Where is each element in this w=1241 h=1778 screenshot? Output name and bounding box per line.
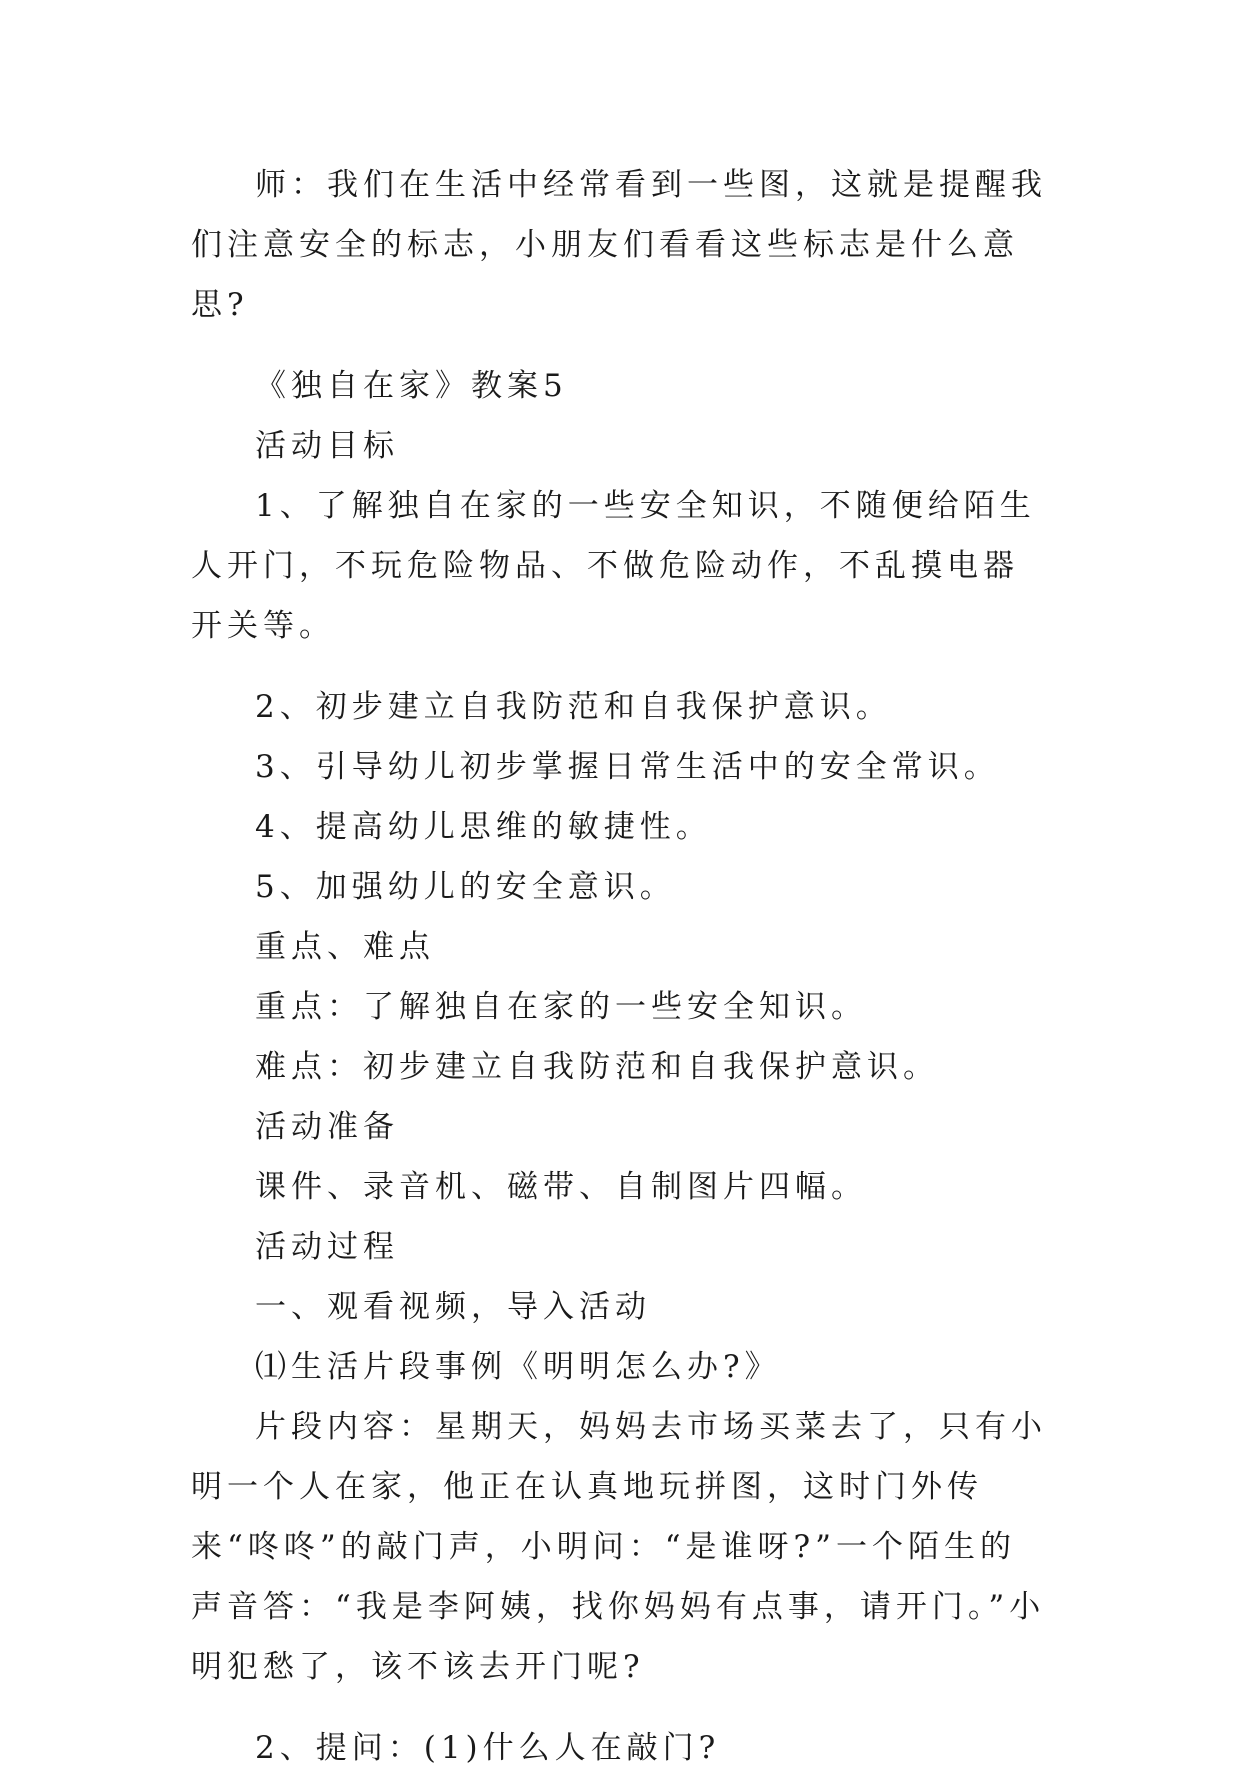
goal-item-1: 1、了解独自在家的一些安全知识，不随便给陌生人开门，不玩危险物品、不做危险动作，不乱摸电器开关等。 [191, 488, 1036, 644]
process-substep-1: ⑴生活片段事例《明明怎么办?》 [255, 1349, 781, 1385]
difficult-point: 难点：初步建立自我防范和自我保护意识。 [255, 1049, 939, 1085]
goal-item-2: 2、初步建立自我防范和自我保护意识。 [255, 689, 892, 725]
goal-item-3: 3、引导幼儿初步掌握日常生活中的安全常识。 [255, 749, 1000, 785]
process-step-1: 一、观看视频，导入活动 [255, 1289, 651, 1325]
section-heading-process: 活动过程 [255, 1229, 399, 1265]
key-point: 重点：了解独自在家的一些安全知识。 [255, 989, 867, 1025]
section-heading-key-points: 重点、难点 [255, 929, 435, 965]
preparation-list: 课件、录音机、磁带、自制图片四幅。 [255, 1169, 867, 1205]
lesson-title: 《独自在家》教案5 [255, 368, 568, 404]
section-heading-preparation: 活动准备 [255, 1109, 399, 1145]
section-heading-goals: 活动目标 [255, 428, 399, 464]
goal-item-4: 4、提高幼儿思维的敏捷性。 [255, 809, 712, 845]
document-body [191, 155, 1051, 1778]
question-item: 2、提问：(1)什么人在敲门? [255, 1730, 721, 1766]
goal-item-5: 5、加强幼儿的安全意识。 [255, 869, 676, 905]
paragraph-intro: 师：我们在生活中经常看到一些图，这就是提醒我们注意安全的标志，小朋友们看看这些标志是什么意思? [191, 167, 1047, 323]
scenario-paragraph: 片段内容：星期天，妈妈去市场买菜去了，只有小明一个人在家，他正在认真地玩拼图，这时门外传来“咚咚”的敲门声，小明问：“是谁呀?”一个陌生的声音答：“我是李阿姨，找你妈妈有点事，请开门。”小明犯愁了，该不该去开门呢? [191, 1409, 1047, 1685]
